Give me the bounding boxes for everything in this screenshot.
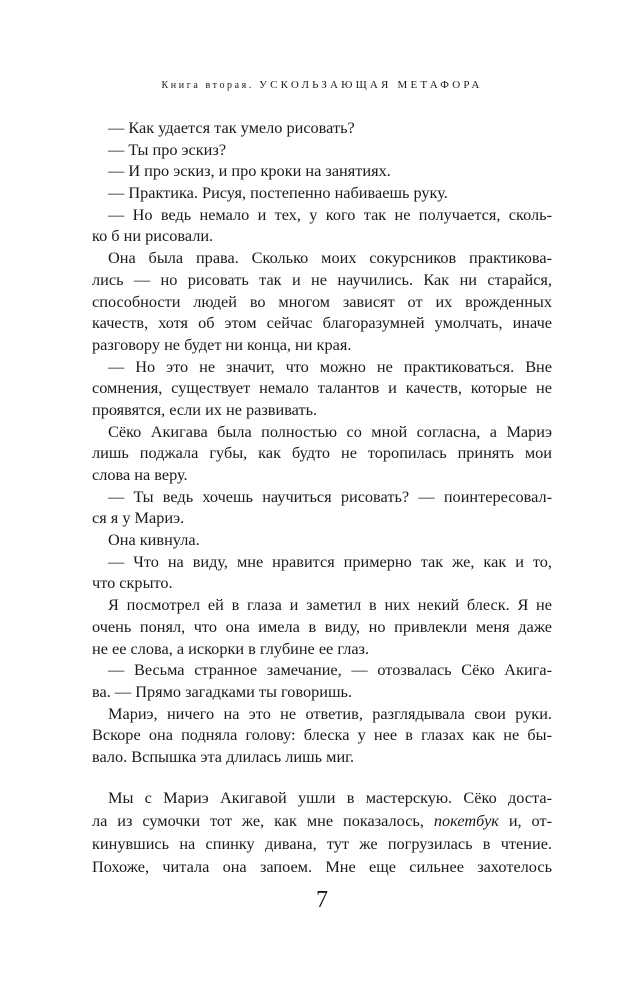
text-line: разговору не будет ни конца, ни края.: [92, 334, 352, 354]
text-line: Я посмотрел ей в глаза и заметил в них некий блеск. Я не: [108, 595, 552, 615]
text-line: — Практика. Рисуя, постепенно набиваешь руку.: [108, 183, 448, 203]
italic-word: покетбук: [433, 810, 499, 830]
running-header: [0, 79, 644, 91]
text-line: — Ты ведь хочешь научиться рисовать? — поинтересовал-: [108, 486, 552, 506]
section-break: [92, 768, 552, 786]
text-line: ва. — Прямо загадками ты говоришь.: [92, 681, 353, 701]
text-line: Мариэ, ничего на это не ответив, разглядывала свои руки.: [108, 703, 552, 723]
text-line: проявятся, если их не развивать.: [92, 399, 318, 419]
text-line: — Но ведь немало и тех, у кого так не получается, сколь-: [108, 204, 552, 224]
text-line: лись — но рисовать так и не научились. Как ни старайся,: [92, 269, 552, 289]
text-line: — Ты про эскиз?: [108, 139, 227, 159]
text-line: качеств, хотя об этом сейчас благоразумней умолчать, иначе: [92, 313, 552, 333]
text-line: — Как удается так умело рисовать?: [108, 118, 355, 137]
text-line: Она кивнула.: [108, 530, 200, 550]
text-line: — Весьма странное замечание, — отозвалась Сёко Акига-: [108, 660, 552, 680]
text-line: очень понял, что она имела в виду, но привлекли меня даже: [92, 616, 552, 636]
text-line: способности людей во многом зависят от их врожденных: [92, 291, 552, 311]
text-line: Мы с Мариэ Акигавой ушли в мастерскую. Сёко доста-: [108, 787, 552, 807]
text-line: ся я у Мариэ.: [92, 508, 185, 528]
text-line: лишь поджала губы, как будто не торопилась принять мои: [92, 443, 552, 463]
text-line: — Что на виду, мне нравится примерно так же, как и то,: [108, 551, 552, 571]
section-two: [92, 786, 552, 878]
text-line: вало. Вспышка эта длилась лишь миг.: [92, 746, 355, 766]
text-span: и, от-: [498, 810, 552, 830]
text-line: не ее слова, а искорки в глубине ее глаз.: [92, 638, 370, 658]
text-line: Похоже, читала она запоем. Мне еще сильнее захотелось: [92, 856, 552, 876]
text-line: — Но это не значит, что можно не практиковаться. Вне: [108, 356, 552, 376]
text-line: Вскоре она подняла голову: блеска у нее в глазах как не бы-: [92, 725, 552, 745]
running-header-title: УСКОЛЬЗАЮЩАЯ МЕТАФОРА: [259, 79, 483, 91]
text-line: — И про эскиз, и про кроки на занятиях.: [108, 161, 391, 181]
text-line: слова на веру.: [92, 465, 188, 484]
text-line: сомнения, существует немало талантов и качеств, которые не: [92, 378, 552, 398]
page-number: 7: [316, 887, 328, 913]
running-header-book: Книга вторая.: [161, 80, 254, 91]
text-line: Она была права. Сколько моих сокурсников практикова-: [108, 248, 552, 268]
text-line: [92, 809, 552, 832]
text-line: что скрыто.: [92, 573, 173, 593]
body-text: [92, 117, 552, 878]
text-span: ла из сумочки тот же, как мне показалось,: [92, 810, 434, 830]
text-line: Сёко Акигава была полностью со мной согласна, а Мариэ: [108, 421, 552, 441]
text-line: ко б ни рисовали.: [92, 226, 214, 246]
text-line: кинувшись на спинку дивана, тут же погрузилась в чтение.: [92, 833, 552, 853]
